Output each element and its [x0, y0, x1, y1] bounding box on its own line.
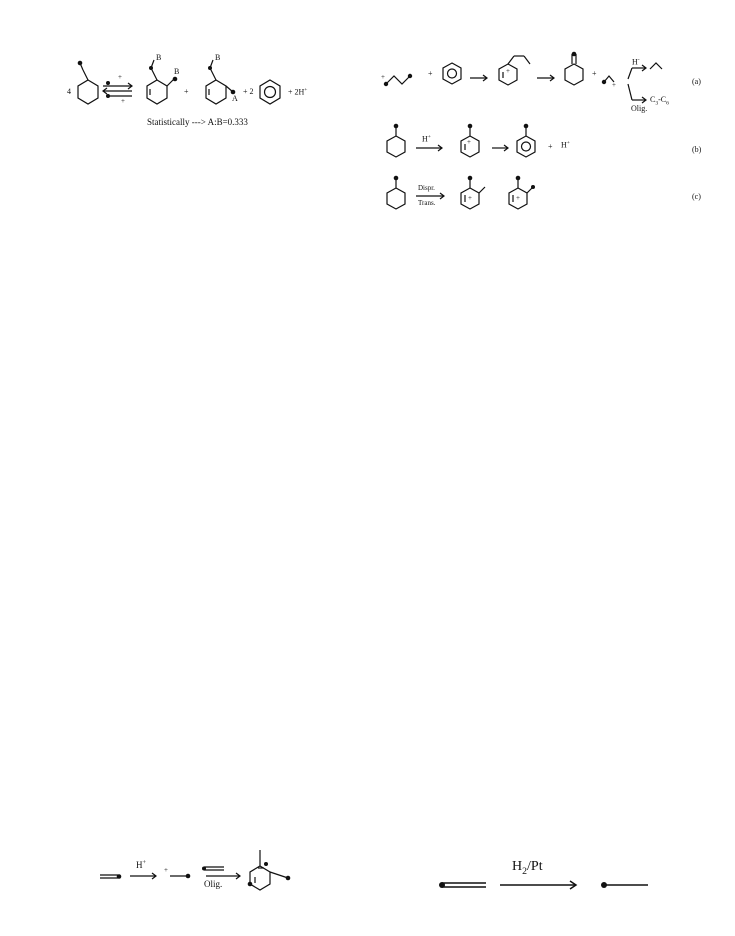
- h2-pt-reagent: $H_2/Pt$: [512, 859, 543, 877]
- carbocation-charge: +: [164, 866, 168, 874]
- tag-c: (c): [692, 192, 701, 201]
- scheme-b: [360, 110, 735, 170]
- label-b: B: [215, 53, 221, 62]
- disproportionation-label: Dispr.: [418, 184, 435, 192]
- proton-product: H+: [561, 140, 570, 150]
- scheme-ethylene-oligomerization: [80, 840, 320, 900]
- methyl-dot: [149, 66, 153, 70]
- scheme-ethylene-oligomerization-drawing: [80, 840, 320, 900]
- methyl-dot: [78, 61, 83, 66]
- plus-sign: +: [428, 69, 433, 78]
- proton-label: H+: [136, 859, 147, 870]
- label-b: B: [156, 53, 162, 62]
- label-b: B: [174, 67, 180, 76]
- scheme-hydrogenation-drawing: [420, 840, 680, 900]
- arrow-plus-bottom: +: [121, 97, 125, 105]
- plus-sign: +: [592, 69, 597, 78]
- scheme-b-drawing: [360, 110, 735, 170]
- arrow-plus-top: +: [118, 73, 122, 81]
- ring-charge: +: [467, 138, 471, 146]
- benzene-ring: [260, 80, 280, 104]
- carbocation-charge: +: [381, 73, 385, 81]
- tag-a: (a): [692, 77, 701, 86]
- olig-label: Olig.: [204, 879, 223, 889]
- c3-c6-label: $C_3-C_6$: [650, 95, 669, 107]
- coefficient-4: 4: [67, 87, 71, 96]
- transalkylation-label: Trans.: [418, 199, 436, 207]
- ring-charge: +: [506, 67, 510, 75]
- tag-b: (b): [692, 145, 702, 154]
- methyl-dot: [173, 77, 178, 82]
- toluene-ring: [78, 80, 98, 104]
- plus-two: + 2: [243, 87, 254, 96]
- methyl-dot: [208, 66, 212, 70]
- statistics-caption: Statistically ---> A:B=0.333: [147, 117, 248, 127]
- ring-charge: +: [468, 194, 472, 202]
- scheme-a: [360, 0, 735, 120]
- plus-2h: + 2H+: [288, 87, 308, 97]
- fragment-charge: +: [612, 81, 616, 89]
- scheme-c: [360, 170, 735, 230]
- plus-sign: +: [184, 87, 189, 96]
- scheme-a-drawing: [360, 0, 735, 120]
- label-a: A: [232, 94, 238, 103]
- scheme-hydrogenation: [420, 840, 680, 900]
- hydride-label: H-: [632, 57, 640, 67]
- ring-charge: +: [516, 194, 520, 202]
- proton-label: H+: [422, 134, 431, 144]
- plus-sign: +: [548, 142, 553, 151]
- olig-label: Olig.: [631, 104, 648, 113]
- arrow-dot-2: [106, 94, 110, 98]
- scheme-toluene-alkylation: [0, 0, 360, 140]
- scheme-c-drawing: [360, 170, 735, 230]
- arrow-dot-1: [106, 81, 110, 85]
